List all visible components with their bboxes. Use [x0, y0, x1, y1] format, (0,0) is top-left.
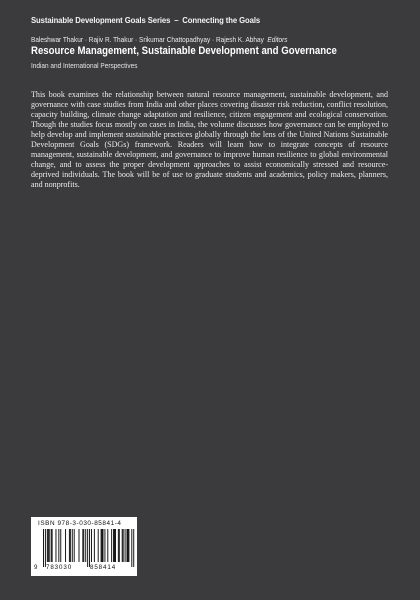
barcode-bar — [45, 529, 46, 567]
barcode-bar — [94, 529, 95, 562]
barcode-bar — [69, 529, 70, 562]
barcode-bar — [70, 529, 71, 562]
barcode-bar — [55, 529, 56, 562]
barcode-bar — [48, 529, 49, 562]
barcode-bar — [85, 529, 86, 562]
barcode-bar — [79, 529, 80, 562]
barcode-bar — [51, 529, 52, 562]
barcode-bar — [43, 529, 44, 567]
book-subtitle: Indian and International Perspectives — [31, 61, 138, 70]
barcode-bar — [89, 529, 90, 567]
barcode-bar — [119, 529, 120, 562]
barcode-bar — [113, 529, 114, 562]
editor-name: Srikumar Chattopadhyay — [139, 35, 211, 44]
barcode-bar — [101, 529, 102, 562]
barcode-bar — [49, 529, 50, 562]
series-name: Sustainable Development Goals Series — [31, 15, 171, 25]
barcode-bar — [115, 529, 116, 562]
barcode-bar — [122, 529, 123, 562]
editors-line — [31, 35, 288, 44]
barcode-bar — [128, 529, 129, 562]
barcode-bar — [131, 529, 132, 567]
editor-name: Rajesh K. Abhay — [215, 35, 264, 44]
series-separator: – — [174, 15, 179, 25]
editors-role: Editors — [267, 35, 288, 44]
editor-name: Baleshwar Thakur — [31, 35, 84, 44]
series-heading — [31, 15, 260, 25]
barcode-bar — [123, 529, 124, 562]
barcode-bar — [133, 529, 134, 567]
barcode-bar — [91, 529, 92, 562]
barcode-bar — [102, 529, 103, 562]
barcode-bar — [125, 529, 126, 562]
name-separator: · — [212, 35, 215, 44]
book-title: Resource Management, Sustainable Development and Governance — [31, 45, 337, 57]
isbn-number: ISBN 978-3-030-85841-4 — [38, 520, 122, 527]
barcode-bar — [111, 529, 112, 562]
barcode-digit-lead: 9 — [34, 564, 39, 571]
barcode-bar — [118, 529, 119, 562]
name-separator: · — [84, 35, 87, 44]
barcode-bar — [127, 529, 128, 562]
barcode-bar — [83, 529, 84, 562]
name-separator: · — [135, 35, 138, 44]
barcode-bar — [127, 529, 128, 562]
barcode-bar — [58, 529, 59, 562]
barcode-bar — [104, 529, 105, 562]
book-description: This book examines the relationship between natural resource management, sustainable development, and governance with case studies from India and other places covering disaster risk reduction, conflict resolution, capacity building, climate change adaptation and resilience, citizen engagement and ecological conservation. Though the studies focus mostly on cases in India, the volume discusses how governance can be employed to help develop and implement sustainable practices globally through the lens of the United Nations Sustainable Development Goals (SDGs) framework. Readers will learn how to integrate concepts of resource management, sustainable development, and governance to improve human resilience to global environmental change, and to assess the proper development approaches to assist economically stressed and resource-deprived individuals. The book will be of use to graduate students and academics, policy makers, planners, and nonprofits. — [31, 90, 388, 190]
barcode-bar — [103, 529, 104, 562]
barcode-bar — [52, 529, 53, 562]
barcode-digits-left: 783030 — [46, 564, 73, 571]
barcode-bar — [98, 529, 99, 562]
barcode-bar — [87, 529, 88, 567]
barcode-bar — [47, 529, 48, 562]
barcode-bar — [65, 529, 66, 562]
barcode-bar — [114, 529, 115, 562]
barcode-label — [31, 517, 137, 576]
barcode-bar — [74, 529, 75, 562]
editor-name: Rajiv R. Thakur — [88, 35, 134, 44]
barcode-bar — [72, 529, 73, 562]
barcode-bar — [107, 529, 108, 562]
barcode-digits-right: 858414 — [90, 564, 117, 571]
subseries-name: Connecting the Goals — [182, 15, 261, 25]
barcode-bar — [60, 529, 61, 562]
barcode-bar — [82, 529, 83, 562]
